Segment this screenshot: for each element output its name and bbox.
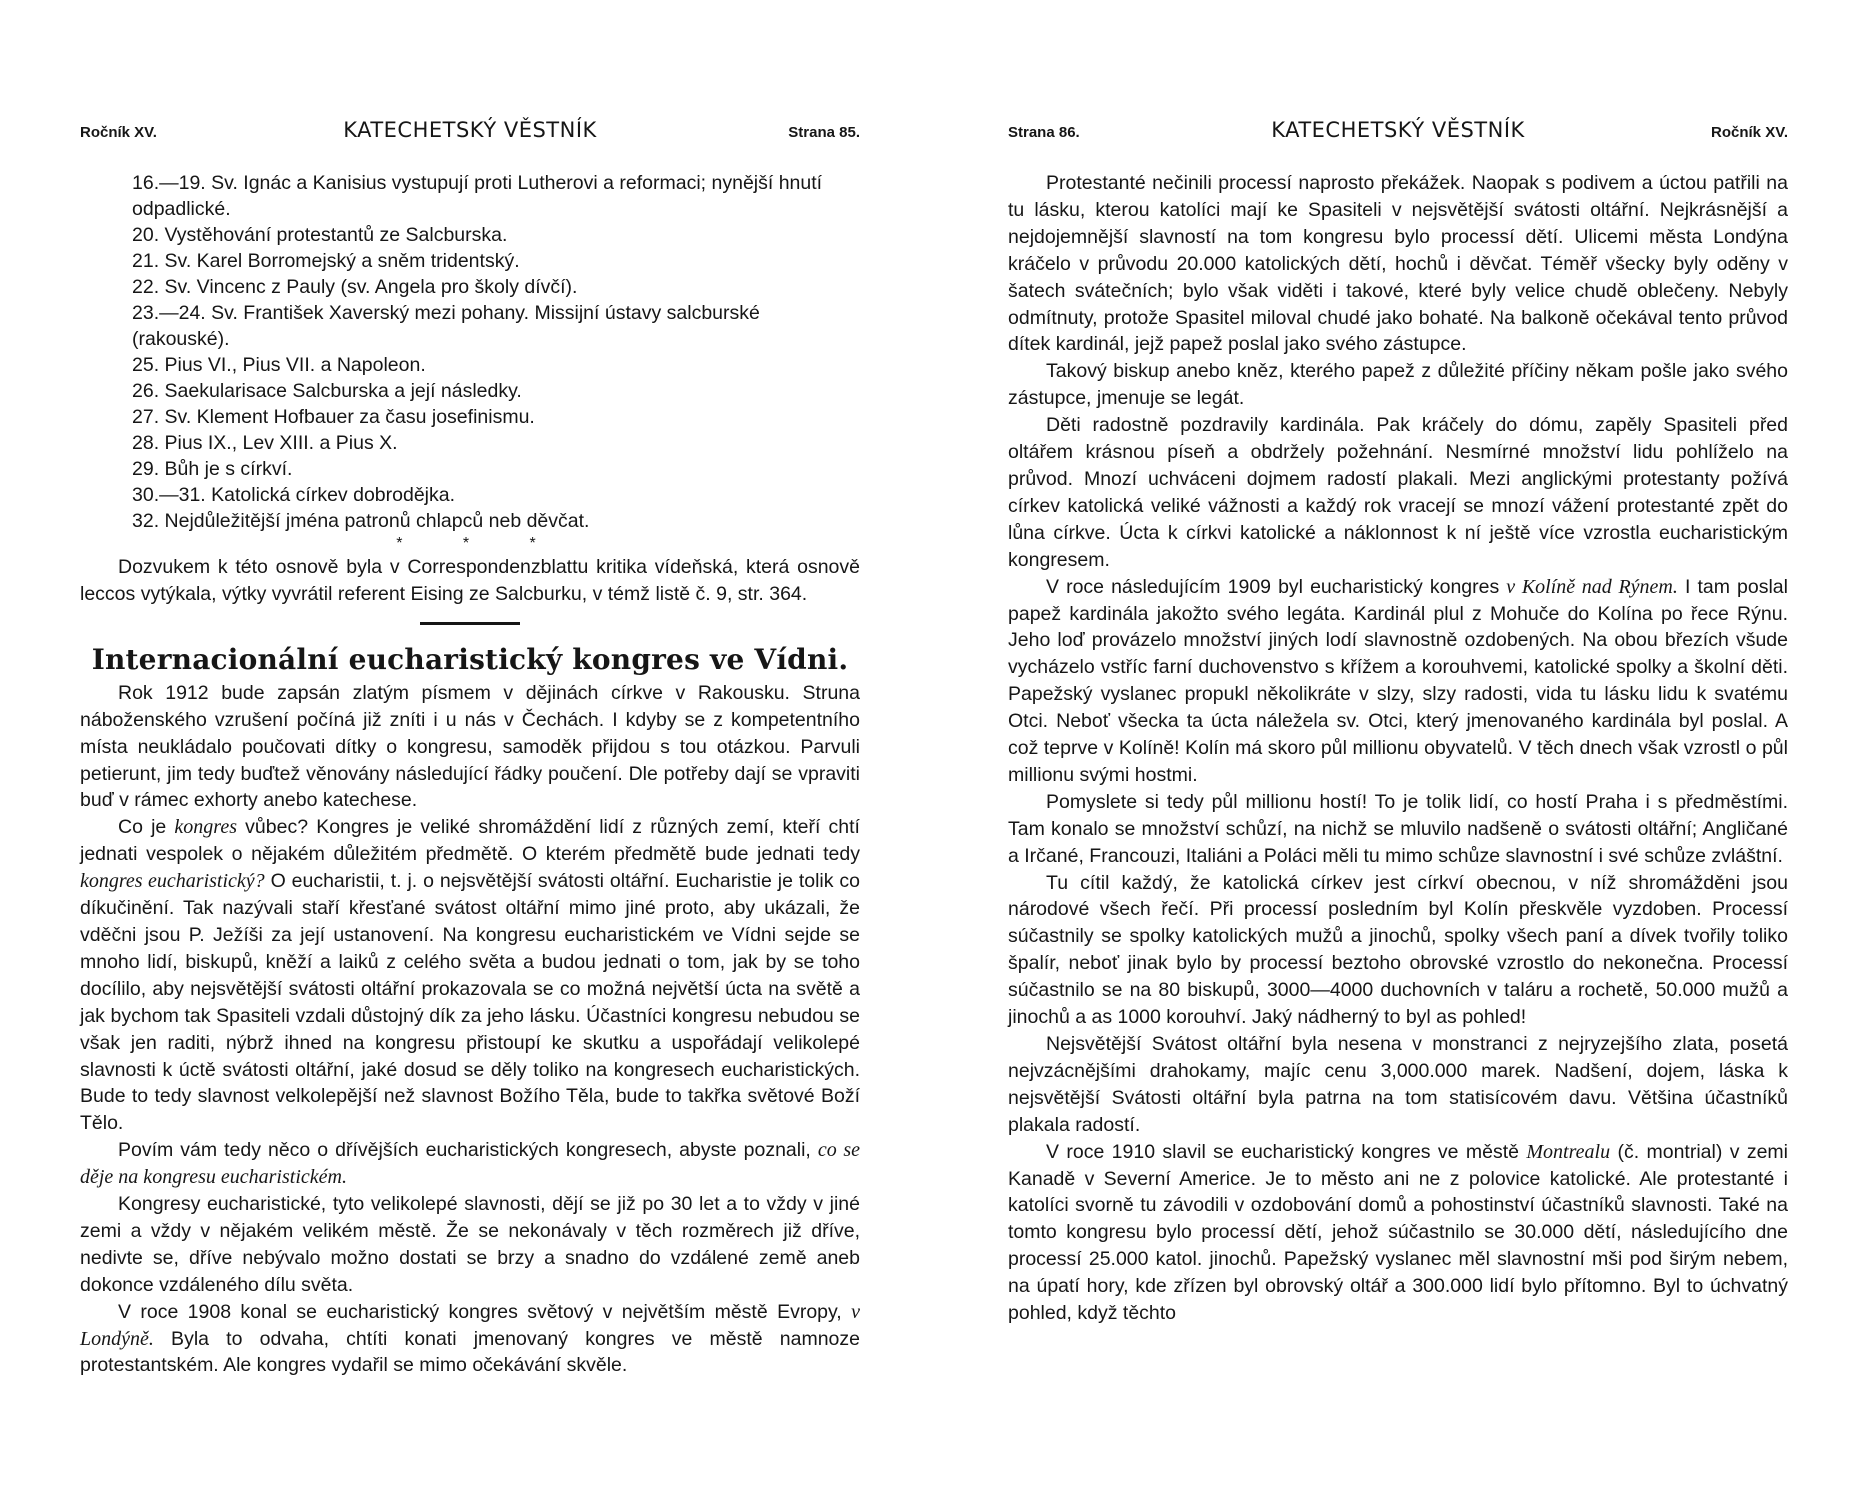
emphasis: v Kolíně nad Rýnem. <box>1506 575 1678 598</box>
text: V roce 1908 konal se eucharistický kongres světový v největším městě Evropy, <box>118 1300 852 1323</box>
text: Byla to odvaha, chtíti konati jmenovaný kongres ve městě namnoze protestantském. Ale kongres vydařil se mimo očekávání skvěle. <box>80 1327 860 1377</box>
text: Povím vám tedy něco o dřívějších eucharistických kongresech, abyste poznali, <box>118 1139 818 1162</box>
list-item: 29. Bůh je s církví. <box>132 458 293 480</box>
volume-label: Ročník XV. <box>1711 124 1788 141</box>
list-item: 25. Pius VI., Pius VII. a Napoleon. <box>132 354 426 376</box>
volume-label: Ročník XV. <box>80 124 157 141</box>
list-item: 16.—19. Sv. Ignác a Kanisius vystupují proti Lutherovi a reformaci; nynější hnutí odpadlické. <box>132 172 823 220</box>
section-separator-stars: * * * <box>396 535 564 552</box>
paragraph: Tu cítil každý, že katolická církev jest církví obecnou, v níž shromážděni jsou národové všech řečí. Při processí posledním byl Kolín přeskvěle vyzdoben. Processí súčastnily se spolky katolických mužů a jinochů, spolky všech paní a dívek tvořily toliko špalír, neboť jinak bylo by processí beztoho obrovské vzrostlo do nekonečna. Processí súčastnilo se na 80 biskupů, 3000—4000 duchovních v taláru a rochetě, 50.000 mužů a jinochů a as 1000 korouhví. Jaký nádherný to byl as pohled! <box>1008 871 1788 1029</box>
article-title: Internacionální eucharistický kongres ve Vídni. <box>91 642 849 676</box>
list-item: 22. Sv. Vincenc z Pauly (sv. Angela pro školy dívčí). <box>132 276 578 298</box>
list-item: 21. Sv. Karel Borromejský a sněm tridentský. <box>132 250 520 272</box>
list-item: 30.—31. Katolická církev dobrodějka. <box>132 484 456 506</box>
journal-title: KATECHETSKÝ VĚSTNÍK <box>343 118 597 142</box>
emphasis: Montrealu <box>1526 1140 1611 1163</box>
running-head-right-page <box>1008 118 1788 148</box>
emphasis: co se děje na kongresu eucharistickém. <box>80 1139 860 1189</box>
paragraph: Děti radostně pozdravily kardinála. Pak kráčely do dómu, zapěly Spasiteli před oltářem krásnou píseň a obdržely požehnání. Nesmírné množství lidu pohlíželo na průvod. Mnozí uchváceni dojmem radostí plakali. Mezi anglickými protestanty požívá církev katolická veliké vážnosti a každý rok vracejí se mnozí vážení protestanté zpět do lůna církve. Úcta k církvi katolické a náklonnost k ní ještě více vzrostla eucharistickým kongresem. <box>1008 414 1788 571</box>
dozvuk-paragraph: Dozvukem k této osnově byla v Correspondenzblattu kritika vídeňská, která osnově leccos vytýkala, výtky vyvrátil referent Eising ze Salcburku, v témž listě č. 9, str. 364. <box>80 556 860 605</box>
paragraph <box>1008 1139 1788 1327</box>
list-item: 32. Nejdůležitější jména patronů chlapců neb děvčat. <box>132 510 590 532</box>
paragraph: Pomyslete si tedy půl millionu hostí! To je tolik lidí, co hostí Praha i s předměstími. Tam konalo se množství schůzí, na nichž se mluvilo nadšeně o svátosti oltářní; Angličané a Irčané, Francouzi, Italiáni a Poláci měli tu mimo schůze slavnostní i své schůze zvláštní. <box>1008 790 1788 867</box>
paragraph: Takový biskup anebo kněz, kterého papež z důležité příčiny někam pošle jako svého zástupce, jmenuje se legát. <box>1008 360 1788 410</box>
running-head-left-page <box>80 118 860 148</box>
paragraph: Nejsvětější Svátost oltářní byla nesena v monstranci z nejryzejšího zlata, posetá nejvzácnějšími drahokamy, majíc cenu 3,000.000 marek. Nadšení, dojem, láska k nejsvětější Svátosti oltářní byla patrna na tom statisícovém davu. Většina účastníků plakala radostí. <box>1008 1033 1788 1136</box>
paragraph <box>80 1137 860 1191</box>
page-number: Strana 86. <box>1008 124 1080 141</box>
left-page-body <box>80 170 860 1379</box>
emphasis: kongres eucharistický? <box>80 870 265 893</box>
paragraph: Rok 1912 bude zapsán zlatým písmem v dějinách církve v Rakousku. Struna náboženského vzrušení počíná již zníti i u nás v Čechách. I kdyby se z kompetentního místa neukládalo poučovati dítky o kongresu, samoděk přijdou s tou otázkou. Parvuli petierunt, jim tedy buďtež věnovány následující řádky poučení. Dle potřeby dají se vpraviti buď v rámec exhorty anebo katechese. <box>80 681 860 812</box>
text: V roce 1910 slavil se eucharistický kongres ve městě <box>1046 1140 1527 1163</box>
list-item: 27. Sv. Klement Hofbauer za času josefinismu. <box>132 406 535 428</box>
emphasis: kongres <box>174 816 237 839</box>
text: V roce následujícím 1909 byl eucharistický kongres <box>1046 575 1507 598</box>
paragraph <box>80 814 860 1137</box>
section-rule <box>420 622 520 625</box>
text: O eucharistii, t. j. o nejsvětější svátosti oltářní. Eucharistie je tolik co díkučinění. Tak nazývali staří křesťané svátost oltářní mimo jiné proto, aby ukázali, že vděčni jsou P. Ježíši za její ustanovení. Na kongresu eucharistickém ve Vídni sejde se mnoho lidí, biskupů, kněží a laiků z celého světa a budou jednati o tom, jak by se toho docílilo, aby nejsvětější svátosti oltářní prokazovala se co možná největší úcta na světě a jak bychom tak Spasiteli vzdali důstojný dík za jeho lásku. Účastníci kongresu nebudou se však jen raditi, nýbrž ihned na kongresu přistoupí ke skutku a uspořádají velikolepé slavnosti k úctě svátosti oltářní, jaké dosud se děly toliko na kongresech eucharistických. Bude to tedy slavnost velkolepější než slavnost Božího Těla, bude to takřka světové Boží Tělo. <box>80 870 860 1135</box>
list-item: 28. Pius IX., Lev XIII. a Pius X. <box>132 432 398 454</box>
page-number: Strana 85. <box>788 124 860 141</box>
text: Co je <box>118 816 175 839</box>
paragraph <box>80 1299 860 1380</box>
emphasis: v Londýně. <box>80 1300 860 1350</box>
paragraph: Kongresy eucharistické, tyto velikolepé slavnosti, dějí se již po 30 let a to vždy v jiné zemi a vždy v nějakém velikém městě. Že se nekonávaly v těch rozměrech již dříve, nedivte se, dříve nebývalo možno dostati se brzy a snadno do vzdálené země aneb dokonce vzdáleného dílu světa. <box>80 1193 860 1296</box>
right-page-body <box>1008 170 1788 1327</box>
paragraph <box>1008 574 1788 789</box>
text: vůbec? Kongres je veliké shromáždění lidí z různých zemí, kteří chtí jednati vespolek o nějakém důležitém předmětě. O kterém předmětě bude jednati tedy <box>80 816 860 866</box>
paragraph: Protestanté nečinili processí naprosto překážek. Naopak s podivem a úctou patřili na tu lásku, kterou katolíci mají ke Spasiteli v nejsvětější svátosti oltářní. Nejkrásnější a nejdojemnější slavností na tom kongresu bylo processí dětí. Ulicemi města Londýna kráčelo v průvodu 20.000 katolických dětí, hochů i děvčat. Téměř všecky byly oděny v šatech svátečních; bylo však viděti i takové, které byly velice chudě oblečeny. Nebyly odmítnuty, protože Spasitel miloval chudé jako bohaté. Na balkoně očekával tento průvod dítek kardinál, jejž papež poslal jako svého zástupce. <box>1008 172 1788 356</box>
list-item: 23.—24. Sv. František Xaverský mezi pohany. Missijní ústavy salcburské (rakouské). <box>132 302 760 350</box>
journal-title: KATECHETSKÝ VĚSTNÍK <box>1271 118 1525 142</box>
list-item: 20. Vystěhování protestantů ze Salcburska. <box>132 224 508 246</box>
text: (č. montrial) v zemi Kanadě v Severní Americe. Je to město ani ne z polovice katolické. Ale protestanté i katolíci svorně tu závodili v ozdobování domů a pohostinství účastníků slavnosti. Také na tomto kongresu bylo processí dětí, jehož súčastnilo se 30.000 dětí, následujícího dne processí 25.000 katol. jinochů. Papežský vyslanec měl slavnostní mši pod širým nebem, na úpatí hory, kde zřízen byl obrovský oltář a 300.000 lidí bylo přítomno. Byl to úchvatný pohled, když těchto <box>1008 1140 1788 1325</box>
list-item: 26. Saekularisace Salcburska a její následky. <box>132 380 522 402</box>
text: I tam poslal papež kardinála jakožto svého legáta. Kardinál plul z Mohuče do Kolína po řece Rýnu. Jeho loď provázelo množství jiných lodí slavnostně ozdobených. Na obou březích všude vycházelo vstříc farní duchovenstvo s křížem a korouhvemi, katolické spolky a školní děti. Papežský vyslanec propukl několikráte v slzy, slzy radosti, vida tu lásku lidu k svatému Otci. Neboť všecka ta úcta náležela sv. Otci, který jmenovaného kardinála byl poslal. A což teprve v Kolíně! Kolín má skoro půl millionu obyvatelů. V těch dnech však vzrostl o půl millionu svými hostmi. <box>1008 575 1788 786</box>
outline-list <box>132 170 860 534</box>
